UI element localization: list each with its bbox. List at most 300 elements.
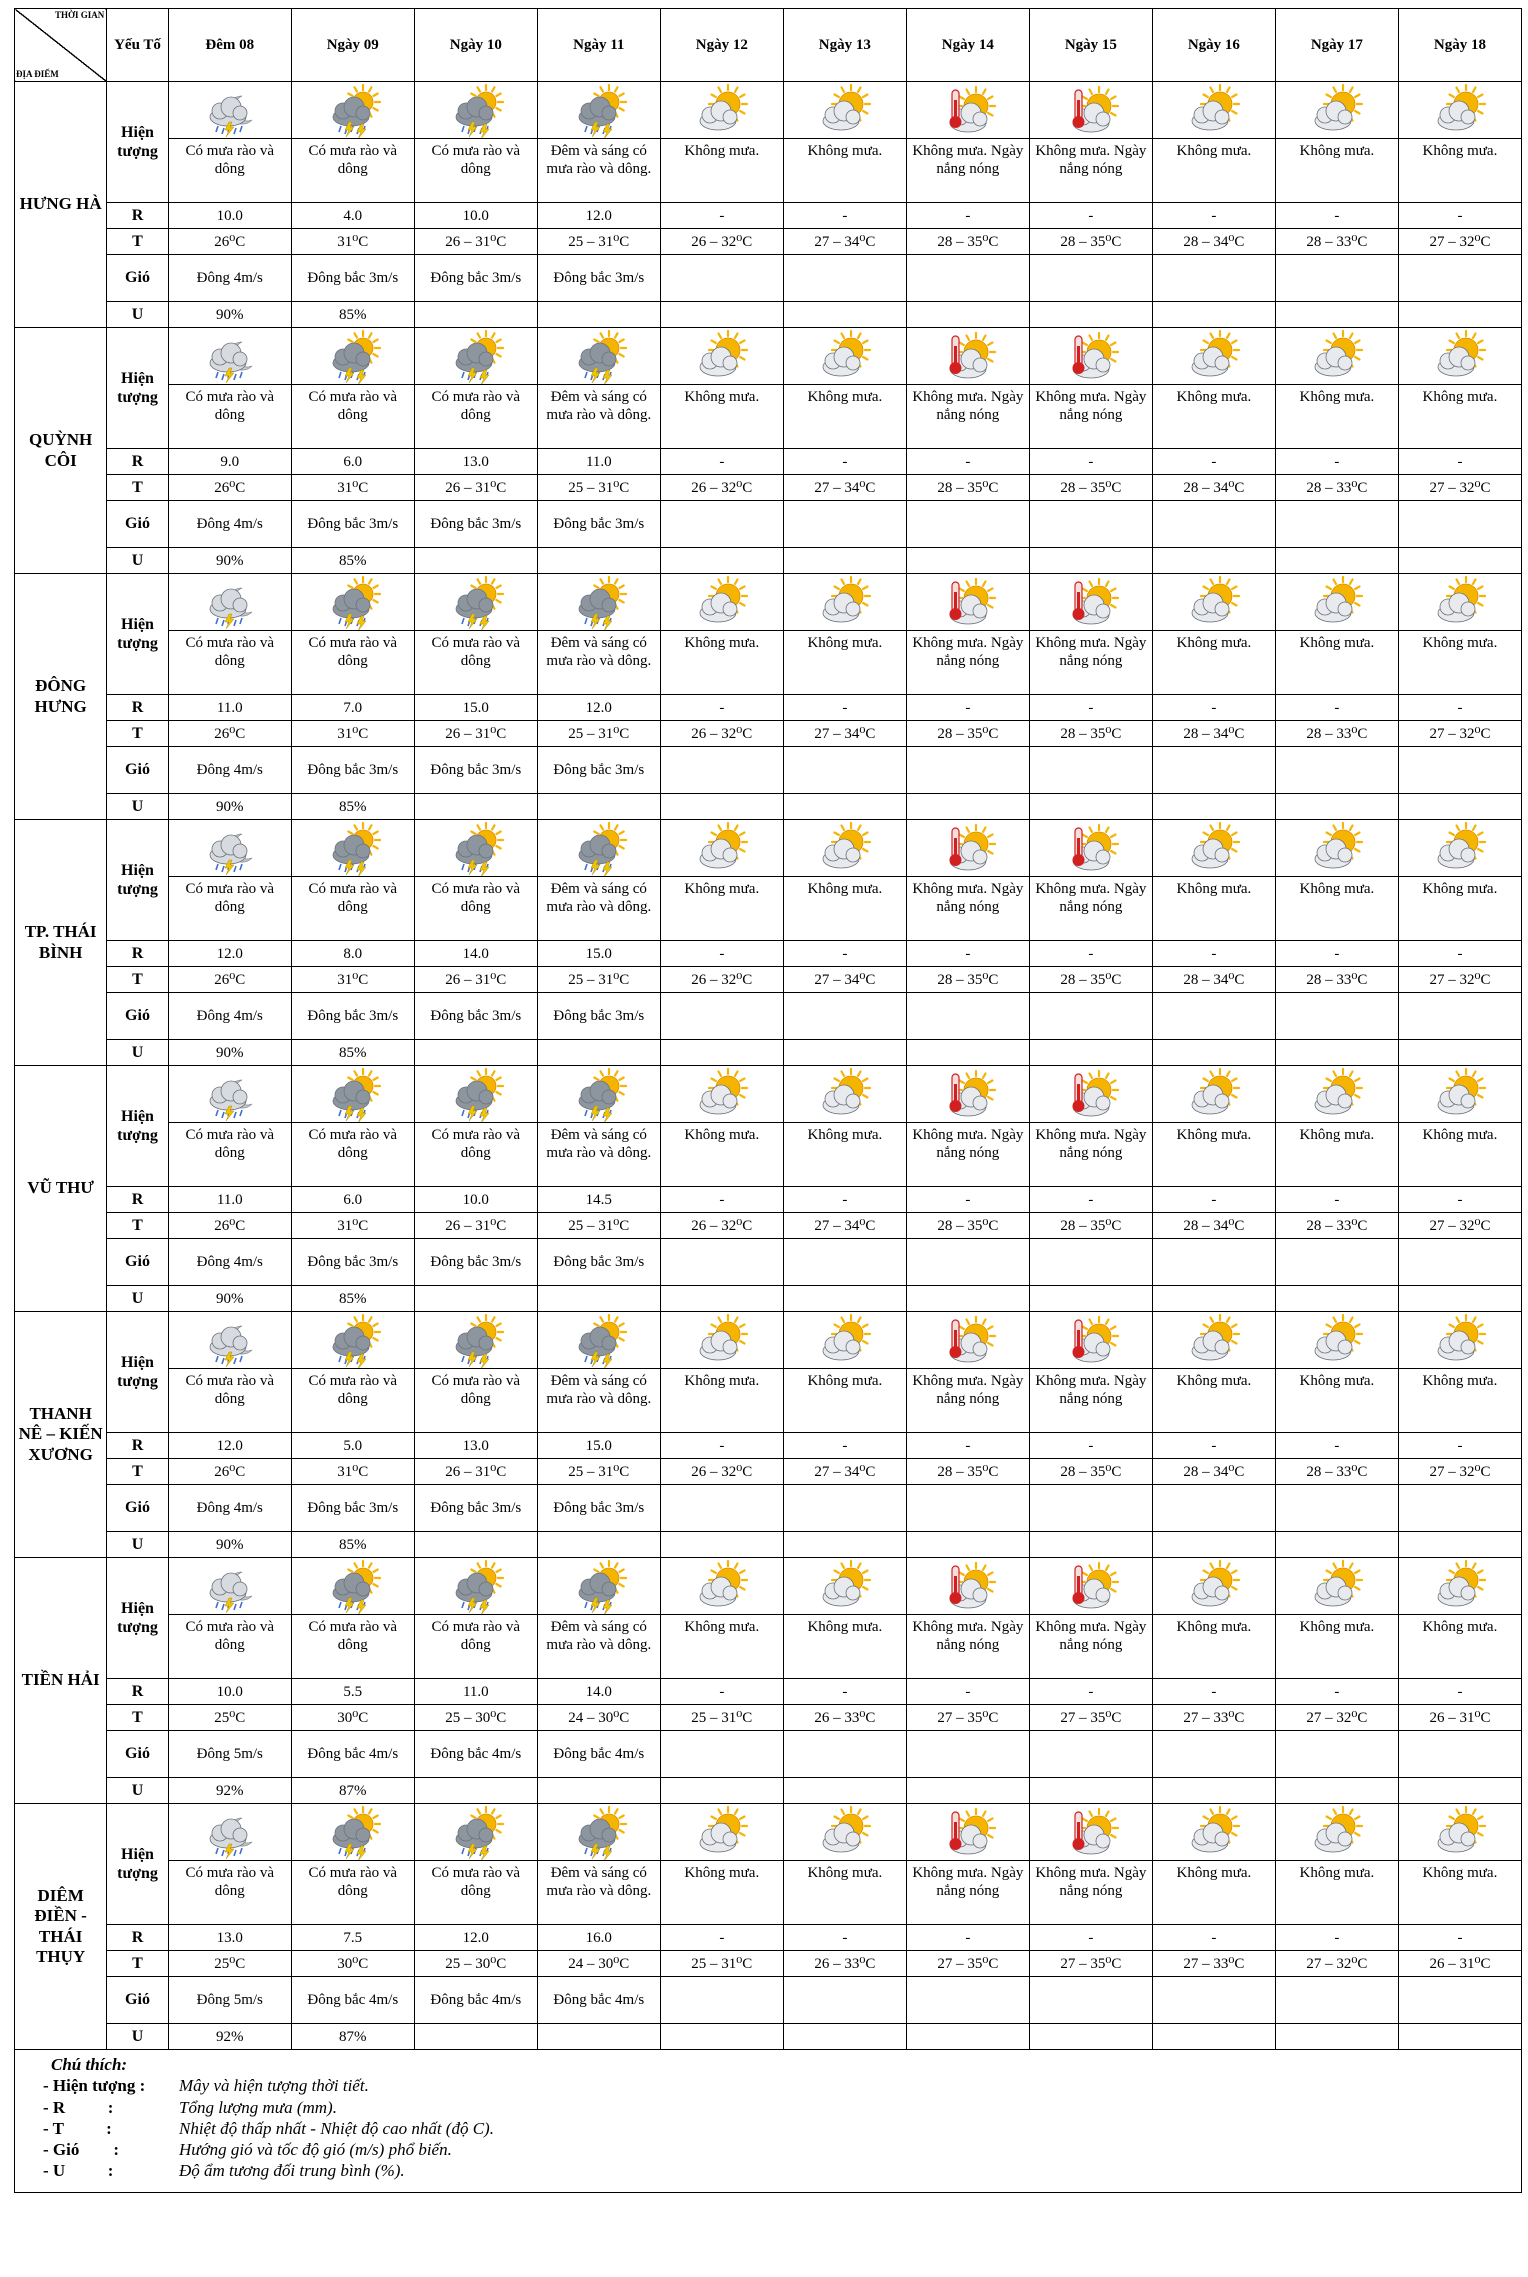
wind-cell [660, 255, 783, 302]
partly-cloudy-sun-icon [817, 574, 873, 630]
humidity-cell [1398, 1040, 1521, 1066]
temp-cell: 26⁰C [168, 721, 291, 747]
temp-cell: 25⁰C [168, 1705, 291, 1731]
wind-cell: Đông 4m/s [168, 501, 291, 548]
weather-icon-cell [1152, 1804, 1275, 1861]
rain-row [15, 203, 1522, 229]
wind-cell: Đông bắc 4m/s [537, 1977, 660, 2024]
temp-cell: 25 – 31⁰C [537, 1213, 660, 1239]
phenomenon-cell: Không mưa. [660, 1861, 783, 1925]
icon-row [15, 1312, 1522, 1369]
phenomenon-cell: Không mưa. Ngày nắng nóng [906, 139, 1029, 203]
humidity-cell [1029, 1040, 1152, 1066]
wind-cell [1398, 747, 1521, 794]
weather-icon-cell [660, 82, 783, 139]
element-label-wind: Gió [107, 1239, 169, 1286]
weather-icon-cell [1275, 820, 1398, 877]
wind-cell: Đông bắc 3m/s [537, 993, 660, 1040]
phenomenon-cell: Không mưa. [1275, 1369, 1398, 1433]
humidity-cell [906, 2024, 1029, 2050]
thunderstorm-sun-icon [571, 82, 627, 138]
temp-cell: 26 – 32⁰C [660, 967, 783, 993]
weather-icon-cell [1275, 1804, 1398, 1861]
legend-value: Mây và hiện tượng thời tiết. [179, 2076, 369, 2096]
location-name: DIÊM ĐIỀN - THÁI THỤY [15, 1804, 107, 2050]
phenomenon-cell: Có mưa rào và dông [291, 139, 414, 203]
wind-row [15, 255, 1522, 302]
rain-cell: - [660, 449, 783, 475]
temp-cell: 27 – 32⁰C [1398, 967, 1521, 993]
element-label-rain: R [107, 695, 169, 721]
rain-cell: - [906, 1925, 1029, 1951]
rain-row [15, 1187, 1522, 1213]
weather-icon-cell [660, 1312, 783, 1369]
humidity-cell [537, 1286, 660, 1312]
weather-icon-cell [1275, 82, 1398, 139]
rain-row [15, 1925, 1522, 1951]
humidity-cell [1398, 2024, 1521, 2050]
humidity-cell [1029, 548, 1152, 574]
weather-icon-cell [414, 1558, 537, 1615]
element-label-humidity: U [107, 2024, 169, 2050]
temp-cell: 27 – 32⁰C [1398, 1213, 1521, 1239]
phenomenon-cell: Không mưa. [783, 385, 906, 449]
phenomenon-cell: Không mưa. [783, 1615, 906, 1679]
humidity-cell [660, 1532, 783, 1558]
weather-icon-cell [291, 820, 414, 877]
rain-cell: 12.0 [168, 1433, 291, 1459]
humidity-cell [1275, 1040, 1398, 1066]
night-rain-cloud-icon [202, 1804, 258, 1860]
phenomenon-cell: Không mưa. Ngày nắng nóng [906, 1861, 1029, 1925]
humidity-cell: 90% [168, 1532, 291, 1558]
wind-cell [906, 501, 1029, 548]
weather-icon-cell [537, 82, 660, 139]
humidity-cell [1029, 2024, 1152, 2050]
element-header: Yếu Tố [107, 9, 169, 82]
humidity-cell [906, 548, 1029, 574]
humidity-cell [1029, 1778, 1152, 1804]
corner-cell [15, 9, 107, 82]
temp-cell: 26 – 31⁰C [414, 1213, 537, 1239]
phenomenon-cell: Không mưa. [783, 1369, 906, 1433]
temp-row [15, 1951, 1522, 1977]
wind-cell [660, 501, 783, 548]
rain-cell: - [1029, 941, 1152, 967]
wind-cell [1029, 993, 1152, 1040]
humidity-cell [537, 2024, 660, 2050]
phenomenon-cell: Có mưa rào và dông [168, 1123, 291, 1187]
phenomenon-cell: Có mưa rào và dông [414, 139, 537, 203]
humidity-cell [1152, 302, 1275, 328]
phenomenon-cell: Có mưa rào và dông [291, 631, 414, 695]
element-label-humidity: U [107, 794, 169, 820]
partly-cloudy-sun-icon [1432, 1804, 1488, 1860]
humidity-cell [414, 1286, 537, 1312]
rain-cell: - [783, 1925, 906, 1951]
humidity-cell [1398, 1286, 1521, 1312]
partly-cloudy-sun-icon [1432, 1558, 1488, 1614]
temp-cell: 30⁰C [291, 1705, 414, 1731]
weather-icon-cell [1029, 1558, 1152, 1615]
hot-sun-thermometer-icon [1063, 1312, 1119, 1368]
partly-cloudy-sun-icon [1186, 328, 1242, 384]
wind-cell [906, 747, 1029, 794]
humidity-cell [906, 1532, 1029, 1558]
rain-cell: 14.0 [414, 941, 537, 967]
wind-cell [1398, 1731, 1521, 1778]
weather-icon-cell [1398, 1804, 1521, 1861]
element-label-humidity: U [107, 1286, 169, 1312]
temp-cell: 28 – 33⁰C [1275, 721, 1398, 747]
humidity-cell: 90% [168, 1040, 291, 1066]
phenomenon-cell: Không mưa. Ngày nắng nóng [906, 877, 1029, 941]
partly-cloudy-sun-icon [694, 820, 750, 876]
rain-cell: - [1029, 1433, 1152, 1459]
wind-cell [1275, 1239, 1398, 1286]
humidity-cell [1029, 794, 1152, 820]
temp-cell: 31⁰C [291, 475, 414, 501]
legend [14, 2050, 1522, 2193]
phenomenon-cell: Không mưa. [1152, 139, 1275, 203]
phenomenon-cell: Không mưa. [1275, 877, 1398, 941]
temp-cell: 31⁰C [291, 721, 414, 747]
wind-cell [660, 993, 783, 1040]
phenomenon-cell: Có mưa rào và dông [168, 631, 291, 695]
humidity-cell [906, 1286, 1029, 1312]
humidity-cell [414, 302, 537, 328]
phenomenon-cell: Có mưa rào và dông [291, 1861, 414, 1925]
humidity-cell: 90% [168, 302, 291, 328]
rain-cell: - [1152, 1925, 1275, 1951]
weather-icon-cell [1152, 328, 1275, 385]
thunderstorm-sun-icon [325, 1558, 381, 1614]
wind-cell [783, 1977, 906, 2024]
wind-cell [906, 1485, 1029, 1532]
hot-sun-thermometer-icon [940, 820, 996, 876]
location-name: TP. THÁI BÌNH [15, 820, 107, 1066]
weather-icon-cell [537, 1066, 660, 1123]
weather-icon-cell [1029, 328, 1152, 385]
rain-cell: - [1152, 695, 1275, 721]
humidity-cell [537, 548, 660, 574]
hot-sun-thermometer-icon [1063, 574, 1119, 630]
weather-icon-cell [168, 1312, 291, 1369]
rain-cell: 10.0 [414, 203, 537, 229]
temp-cell: 25 – 31⁰C [660, 1705, 783, 1731]
phenomenon-cell: Đêm và sáng có mưa rào và dông. [537, 1369, 660, 1433]
temp-cell: 25 – 31⁰C [537, 1459, 660, 1485]
day-header: Ngày 14 [906, 9, 1029, 82]
humidity-cell [783, 1040, 906, 1066]
phenomenon-cell: Không mưa. [1152, 385, 1275, 449]
icon-row [15, 1558, 1522, 1615]
temp-cell: 28 – 34⁰C [1152, 1459, 1275, 1485]
partly-cloudy-sun-icon [1309, 328, 1365, 384]
humidity-row [15, 302, 1522, 328]
rain-cell: 11.0 [537, 449, 660, 475]
humidity-cell [537, 794, 660, 820]
legend-item [43, 2097, 1521, 2118]
partly-cloudy-sun-icon [817, 1066, 873, 1122]
weather-icon-cell [1398, 328, 1521, 385]
phenomenon-cell: Không mưa. Ngày nắng nóng [906, 631, 1029, 695]
weather-icon-cell [906, 820, 1029, 877]
phenomenon-cell: Không mưa. [660, 1615, 783, 1679]
weather-icon-cell [414, 574, 537, 631]
weather-icon-cell [783, 1312, 906, 1369]
weather-icon-cell [1275, 328, 1398, 385]
weather-icon-cell [537, 328, 660, 385]
weather-icon-cell [906, 1558, 1029, 1615]
phenomenon-cell: Không mưa. [783, 631, 906, 695]
temp-cell: 27 – 32⁰C [1398, 229, 1521, 255]
hot-sun-thermometer-icon [1063, 328, 1119, 384]
location-name: ĐÔNG HƯNG [15, 574, 107, 820]
element-label-humidity: U [107, 1040, 169, 1066]
humidity-cell: 85% [291, 548, 414, 574]
phenomenon-cell: Không mưa. [1152, 1861, 1275, 1925]
humidity-cell: 85% [291, 1532, 414, 1558]
night-rain-cloud-icon [202, 82, 258, 138]
wind-row [15, 501, 1522, 548]
partly-cloudy-sun-icon [694, 328, 750, 384]
wind-cell [660, 1239, 783, 1286]
temp-cell: 26 – 31⁰C [414, 721, 537, 747]
wind-cell [1029, 1977, 1152, 2024]
wind-cell: Đông bắc 3m/s [414, 747, 537, 794]
hot-sun-thermometer-icon [1063, 1804, 1119, 1860]
partly-cloudy-sun-icon [1432, 1066, 1488, 1122]
phenomenon-cell: Có mưa rào và dông [291, 1615, 414, 1679]
rain-cell: 13.0 [414, 449, 537, 475]
wind-cell: Đông bắc 3m/s [291, 255, 414, 302]
rain-cell: - [1152, 449, 1275, 475]
phenomenon-cell: Có mưa rào và dông [168, 1615, 291, 1679]
thunderstorm-sun-icon [448, 328, 504, 384]
rain-cell: - [1029, 1187, 1152, 1213]
thunderstorm-sun-icon [325, 1066, 381, 1122]
humidity-row [15, 1778, 1522, 1804]
rain-cell: - [1029, 1925, 1152, 1951]
hot-sun-thermometer-icon [1063, 1066, 1119, 1122]
rain-cell: - [1275, 1433, 1398, 1459]
weather-icon-cell [783, 82, 906, 139]
rain-cell: 7.0 [291, 695, 414, 721]
legend-key: - R : [43, 2097, 114, 2117]
legend-key: - T : [43, 2118, 112, 2138]
rain-cell: - [1398, 1925, 1521, 1951]
temp-cell: 30⁰C [291, 1951, 414, 1977]
legend-value: Nhiệt độ thấp nhất - Nhiệt độ cao nhất (độ C). [179, 2118, 494, 2138]
weather-icon-cell [291, 1312, 414, 1369]
phenomenon-cell: Không mưa. [1275, 1615, 1398, 1679]
wind-cell: Đông bắc 3m/s [291, 501, 414, 548]
weather-icon-cell [783, 328, 906, 385]
humidity-cell [1398, 548, 1521, 574]
temp-cell: 27 – 33⁰C [1152, 1705, 1275, 1731]
temp-cell: 26 – 32⁰C [660, 1213, 783, 1239]
wind-cell: Đông bắc 3m/s [414, 501, 537, 548]
hot-sun-thermometer-icon [940, 1804, 996, 1860]
wind-cell: Đông bắc 4m/s [414, 1731, 537, 1778]
temp-cell: 25 – 30⁰C [414, 1705, 537, 1731]
phenomenon-cell: Không mưa. Ngày nắng nóng [1029, 631, 1152, 695]
phenomenon-cell: Đêm và sáng có mưa rào và dông. [537, 385, 660, 449]
wind-cell: Đông 4m/s [168, 1485, 291, 1532]
humidity-cell [906, 302, 1029, 328]
phenomenon-cell: Không mưa. [783, 877, 906, 941]
wind-cell [783, 993, 906, 1040]
weather-icon-cell [906, 574, 1029, 631]
rain-cell: 5.5 [291, 1679, 414, 1705]
phenomenon-row [15, 877, 1522, 941]
temp-cell: 31⁰C [291, 967, 414, 993]
partly-cloudy-sun-icon [1432, 820, 1488, 876]
temp-cell: 27 – 34⁰C [783, 1213, 906, 1239]
wind-cell [906, 1239, 1029, 1286]
phenomenon-row [15, 1861, 1522, 1925]
rain-row [15, 1433, 1522, 1459]
temp-cell: 27 – 32⁰C [1398, 1459, 1521, 1485]
rain-cell: - [906, 203, 1029, 229]
partly-cloudy-sun-icon [1432, 328, 1488, 384]
temp-cell: 25 – 31⁰C [537, 475, 660, 501]
phenomenon-cell: Có mưa rào và dông [291, 877, 414, 941]
weather-icon-cell [1152, 1312, 1275, 1369]
rain-cell: 13.0 [414, 1433, 537, 1459]
humidity-cell [1152, 2024, 1275, 2050]
thunderstorm-sun-icon [325, 574, 381, 630]
wind-cell [1398, 255, 1521, 302]
element-label-phenomenon: Hiện tượng [107, 574, 169, 695]
temp-row [15, 1213, 1522, 1239]
phenomenon-cell: Có mưa rào và dông [414, 385, 537, 449]
phenomenon-cell: Có mưa rào và dông [168, 139, 291, 203]
temp-cell: 26 – 32⁰C [660, 1459, 783, 1485]
temp-cell: 27 – 34⁰C [783, 229, 906, 255]
wind-cell [660, 1977, 783, 2024]
rain-cell: 4.0 [291, 203, 414, 229]
humidity-cell [1275, 794, 1398, 820]
rain-cell: - [1398, 449, 1521, 475]
header-row [15, 9, 1522, 82]
humidity-cell [1152, 1532, 1275, 1558]
element-label-temp: T [107, 1213, 169, 1239]
humidity-row [15, 794, 1522, 820]
wind-cell: Đông bắc 3m/s [414, 1485, 537, 1532]
phenomenon-cell: Không mưa. Ngày nắng nóng [1029, 1861, 1152, 1925]
partly-cloudy-sun-icon [694, 1804, 750, 1860]
weather-icon-cell [906, 1804, 1029, 1861]
temp-row [15, 229, 1522, 255]
rain-cell: 12.0 [414, 1925, 537, 1951]
phenomenon-cell: Không mưa. [660, 139, 783, 203]
temp-cell: 28 – 34⁰C [1152, 475, 1275, 501]
element-label-temp: T [107, 1705, 169, 1731]
rain-cell: - [783, 449, 906, 475]
rain-cell: 11.0 [414, 1679, 537, 1705]
humidity-cell: 85% [291, 1040, 414, 1066]
wind-cell: Đông bắc 4m/s [537, 1731, 660, 1778]
thunderstorm-sun-icon [448, 82, 504, 138]
rain-cell: - [660, 1679, 783, 1705]
humidity-cell [783, 1286, 906, 1312]
thunderstorm-sun-icon [571, 574, 627, 630]
temp-cell: 26⁰C [168, 229, 291, 255]
temp-cell: 26 – 33⁰C [783, 1951, 906, 1977]
day-header: Ngày 15 [1029, 9, 1152, 82]
rain-cell: - [1152, 941, 1275, 967]
phenomenon-row [15, 139, 1522, 203]
temp-cell: 28 – 35⁰C [1029, 1213, 1152, 1239]
wind-cell: Đông bắc 3m/s [291, 1239, 414, 1286]
wind-cell [906, 255, 1029, 302]
rain-cell: 11.0 [168, 1187, 291, 1213]
legend-value: Độ ẩm tương đối trung bình (%). [179, 2161, 405, 2181]
wind-cell [1275, 501, 1398, 548]
weather-icon-cell [414, 820, 537, 877]
day-header: Ngày 11 [537, 9, 660, 82]
humidity-cell [1152, 794, 1275, 820]
element-label-temp: T [107, 1459, 169, 1485]
corner-place-label: ĐỊA ĐIỂM [16, 69, 59, 80]
wind-cell: Đông bắc 3m/s [291, 993, 414, 1040]
rain-cell: - [906, 1679, 1029, 1705]
rain-cell: 14.0 [537, 1679, 660, 1705]
temp-cell: 26⁰C [168, 1459, 291, 1485]
rain-cell: - [1398, 203, 1521, 229]
phenomenon-cell: Không mưa. [1398, 631, 1521, 695]
rain-cell: 15.0 [537, 941, 660, 967]
temp-cell: 28 – 34⁰C [1152, 967, 1275, 993]
partly-cloudy-sun-icon [1432, 574, 1488, 630]
location-name: THANH NÊ – KIẾN XƯƠNG [15, 1312, 107, 1558]
weather-icon-cell [660, 574, 783, 631]
legend-value: Tổng lượng mưa (mm). [179, 2097, 337, 2117]
phenomenon-cell: Không mưa. [1398, 139, 1521, 203]
humidity-cell: 90% [168, 794, 291, 820]
humidity-cell [783, 2024, 906, 2050]
temp-cell: 28 – 35⁰C [1029, 475, 1152, 501]
rain-cell: - [1275, 941, 1398, 967]
weather-icon-cell [1029, 82, 1152, 139]
wind-cell [783, 255, 906, 302]
phenomenon-cell: Có mưa rào và dông [414, 1615, 537, 1679]
icon-row [15, 328, 1522, 385]
phenomenon-cell: Không mưa. [1275, 385, 1398, 449]
humidity-cell: 92% [168, 1778, 291, 1804]
phenomenon-row [15, 631, 1522, 695]
phenomenon-cell: Không mưa. [1275, 1123, 1398, 1187]
rain-cell: - [1275, 1187, 1398, 1213]
rain-cell: 10.0 [168, 1679, 291, 1705]
rain-cell: - [660, 1187, 783, 1213]
humidity-cell [1029, 1532, 1152, 1558]
hot-sun-thermometer-icon [1063, 1558, 1119, 1614]
humidity-cell [660, 1286, 783, 1312]
icon-row [15, 1066, 1522, 1123]
phenomenon-cell: Có mưa rào và dông [168, 1861, 291, 1925]
wind-cell [1152, 993, 1275, 1040]
day-header: Ngày 12 [660, 9, 783, 82]
temp-cell: 28 – 35⁰C [1029, 967, 1152, 993]
temp-cell: 26 – 31⁰C [1398, 1951, 1521, 1977]
thunderstorm-sun-icon [448, 820, 504, 876]
temp-cell: 27 – 34⁰C [783, 721, 906, 747]
rain-cell: - [1152, 1679, 1275, 1705]
weather-icon-cell [783, 1066, 906, 1123]
